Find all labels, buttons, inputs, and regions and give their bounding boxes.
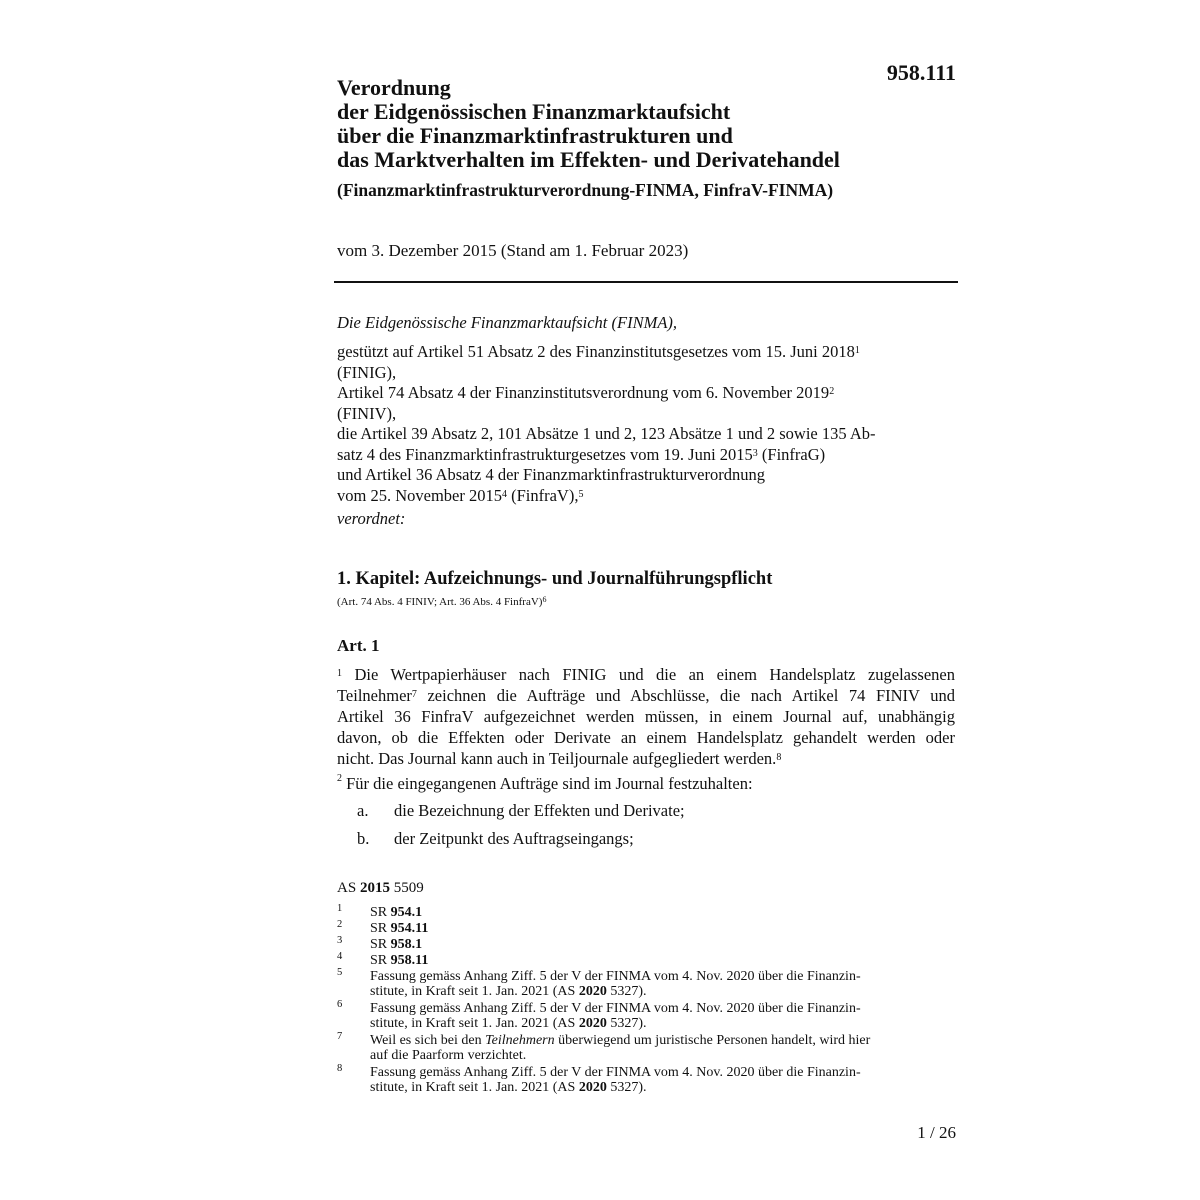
document-short-title: (Finanzmarktinfrastrukturverordnung-FINMA, FinfraV-FINMA) — [337, 180, 834, 200]
footnote-ref[interactable]: 8 — [776, 752, 782, 763]
preamble-line: die Artikel 39 Absatz 2, 101 Absätze 1 und 2, 123 Absätze 1 und 2 sowie 135 Ab- — [337, 424, 876, 443]
article-heading: Art. 1 — [337, 636, 380, 655]
list-text: der Zeitpunkt des Auftragseingangs; — [394, 829, 634, 848]
preamble-closing: verordnet: — [337, 509, 406, 528]
preamble-line: Artikel 74 Absatz 4 der Finanzinstitutsverordnung vom 6. November 2019$^2$ — [337, 383, 835, 402]
footnote-ref[interactable]: 7 — [411, 689, 417, 700]
preamble-intro: Die Eidgenössische Finanzmarktaufsicht (FINMA), — [337, 313, 678, 332]
title-line: Verordnung — [337, 75, 451, 100]
paragraph-line: Teilnehmer$^7$ zeichnen die Aufträge und Abschlüsse, die nach Artikel 74 FINIV und — [337, 686, 955, 705]
article-paragraph-1 — [337, 664, 955, 769]
article-paragraph-2: $^2$ Für die eingegangenen Aufträge sind im Journal festzuhalten: — [337, 773, 753, 793]
list-letter: b. — [357, 829, 370, 848]
chapter-heading: 1. Kapitel: Aufzeichnungs- und Journalführungspflicht — [337, 569, 773, 589]
preamble-line: satz 4 des Finanzmarktinfrastrukturgesetzes vom 19. Juni 2015$^3$ (FinfraG) — [337, 444, 826, 464]
paragraph-number: 1 — [337, 668, 342, 679]
paragraph-line: $^1$ Die Wertpapierhäuser nach FINIG und die an einem Handelsplatz zugelassenen — [337, 665, 955, 684]
preamble-line: vom 25. November 2015$^4$ (FinfraV),$^5$ — [337, 485, 584, 505]
title-line: das Marktverhalten im Effekten- und Derivatehandel — [337, 147, 840, 172]
preamble-line: und Artikel 36 Absatz 4 der Finanzmarktinfrastrukturverordnung — [337, 465, 765, 484]
footnote-ref[interactable]: 5 — [578, 488, 584, 500]
document-title — [337, 76, 840, 172]
document-date: vom 3. Dezember 2015 (Stand am 1. Februar 2023) — [337, 241, 689, 260]
footnote-ref[interactable]: 2 — [829, 386, 835, 397]
paragraph-line: Artikel 36 FinfraV aufgezeichnet werden müssen, in einem Journal auf, unabhängig — [337, 707, 955, 726]
preamble-line: gestützt auf Artikel 51 Absatz 2 des Finanzinstitutsgesetzes vom 15. Juni 2018$^1$ — [337, 342, 860, 361]
horizontal-rule — [334, 281, 958, 283]
article-list — [357, 801, 685, 857]
list-text: die Bezeichnung der Effekten und Derivate; — [394, 801, 685, 820]
paragraph-line: davon, ob die Effekten oder Derivate an einem Handelsplatz gehandelt werden oder — [337, 728, 955, 747]
preamble-line: (FINIV), — [337, 403, 397, 423]
title-line: der Eidgenössischen Finanzmarktaufsicht — [337, 99, 731, 124]
as-reference: AS 2015 5509 — [337, 880, 424, 896]
footnote-ref[interactable]: 3 — [752, 447, 758, 459]
preamble — [337, 341, 875, 505]
chapter-legal-basis: (Art. 74 Abs. 4 FINIV; Art. 36 Abs. 4 FinfraV)$^6$ — [337, 595, 547, 608]
footnote-ref[interactable]: 1 — [854, 345, 860, 356]
list-item — [357, 829, 685, 857]
footnote-ref[interactable]: 6 — [542, 595, 547, 604]
list-letter: a. — [357, 801, 369, 820]
list-item — [357, 801, 685, 829]
sr-number: 958.111 — [886, 60, 956, 85]
page-number: 1 / 26 — [917, 1123, 956, 1142]
title-line: über die Finanzmarktinfrastrukturen und — [337, 123, 733, 148]
preamble-line: (FINIG), — [337, 362, 397, 382]
paragraph-line: nicht. Das Journal kann auch in Teiljournale aufgegliedert werden.$^8$ — [337, 749, 782, 768]
footnote-ref[interactable]: 4 — [501, 488, 507, 500]
paragraph-number: 2 — [337, 773, 342, 784]
